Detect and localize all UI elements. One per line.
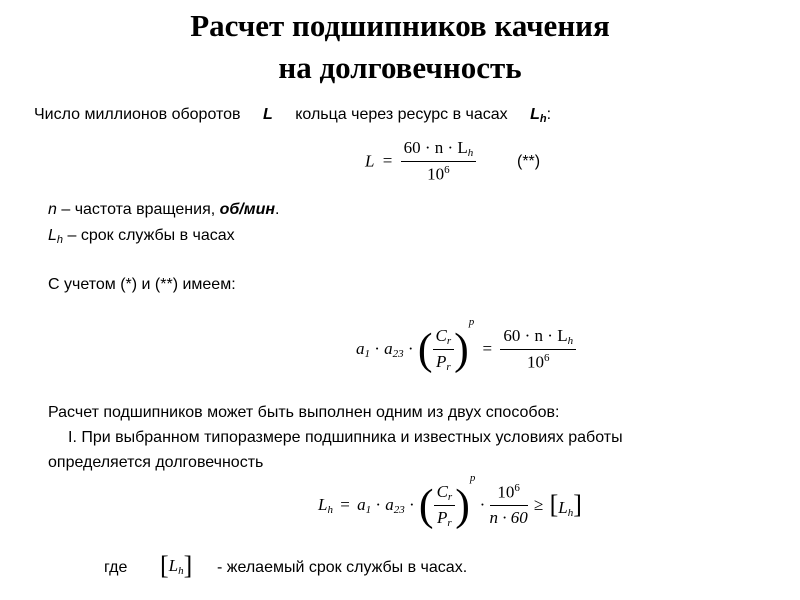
formula-3-ratio: $\frac{C_r}{P_r}$ <box>434 482 456 529</box>
where-label: где <box>104 559 128 576</box>
intro-line <box>34 106 551 125</box>
formula-2-exp: p <box>468 316 475 328</box>
intro-colon: : <box>546 106 552 123</box>
formula-2-left-paren: ( <box>417 324 433 374</box>
definition-lh-var: L <box>48 227 57 244</box>
definition-n-var: n <box>48 201 57 218</box>
formula-2-dot2: · <box>407 339 414 359</box>
formula-1-numerator-sub: h <box>467 147 474 159</box>
intro-var-Lh: L <box>530 106 540 123</box>
formula-3-fraction: $\frac{10^6}{n \cdot 60}$ <box>489 482 528 527</box>
formula-1-denominator-exp: 6 <box>444 164 450 176</box>
methods-line-2: I. При выбранном типоразмере подшипника и известных условиях работы <box>68 429 623 446</box>
formula-3-a1: $a_1$ <box>357 494 372 516</box>
formula-1-lhs: L <box>365 151 375 171</box>
definition-n <box>48 201 279 219</box>
formula-3-lhs: $L_h$ <box>318 494 333 516</box>
methods-line-3: определяется долговечность <box>48 454 264 471</box>
formula-3 <box>318 472 582 531</box>
definition-lh-sub: h <box>56 234 64 246</box>
formula-2-ratio: $\frac{C_r}{P_r}$ <box>433 326 455 373</box>
formula-2-a23: $a_{23}$ <box>384 338 404 360</box>
formula-3-dot1: · <box>375 495 381 515</box>
formula-2-a1: $a_1$ <box>356 338 370 360</box>
formula-3-exp: p <box>469 472 476 484</box>
formula-3-right-paren: ) <box>455 480 470 530</box>
formula-2 <box>356 316 576 375</box>
page-subtitle: на долговечность <box>278 50 522 85</box>
where-bracket: $[L_h]$ <box>160 551 193 580</box>
intro-text-before: Число миллионов оборотов <box>34 106 241 123</box>
formula-1 <box>365 138 476 185</box>
page-title: Расчет подшипников качения <box>190 8 610 43</box>
formula-3-a23: $a_{23}$ <box>385 494 405 516</box>
formula-3-ge: ≥ <box>534 495 544 515</box>
definition-lh-text: – срок службы в часах <box>63 227 235 244</box>
formula-1-eq: = <box>382 151 393 171</box>
formula-3-bracket: $[L_h]$ <box>549 490 582 520</box>
formula-2-dot1: · <box>374 339 380 359</box>
definition-n-text: – частота вращения, <box>56 201 220 218</box>
where-text: - желаемый срок службы в часах. <box>217 559 468 576</box>
formula-3-eq: = <box>340 495 350 515</box>
formula-2-eq: = <box>482 339 493 359</box>
formula-3-dot3: · <box>479 495 486 515</box>
definition-n-end: . <box>275 201 280 218</box>
intro-var-L: L <box>263 106 273 123</box>
formula-1-fraction <box>401 138 477 185</box>
methods-line-1: Расчет подшипников может быть выполнен одним из двух способов: <box>48 404 560 421</box>
intro-text-middle: кольца через ресурс в часах <box>295 106 508 123</box>
formula-3-dot2: · <box>408 495 415 515</box>
definition-lh <box>48 227 235 246</box>
definition-n-unit: об/мин <box>219 201 276 218</box>
formula-1-numerator: 60 · n · L <box>403 138 468 157</box>
considering-text: С учетом (*) и (**) имеем: <box>48 276 236 293</box>
formula-3-left-paren: ( <box>418 480 434 530</box>
intro-var-Lh-sub: h <box>539 113 547 125</box>
formula-2-fraction: $\frac{60 \cdot n \cdot L_h}{10^6}$ <box>500 326 576 373</box>
formula-1-label: (**) <box>517 153 541 170</box>
formula-2-right-paren: ) <box>454 324 469 374</box>
formula-1-denominator: 10 <box>427 164 445 184</box>
